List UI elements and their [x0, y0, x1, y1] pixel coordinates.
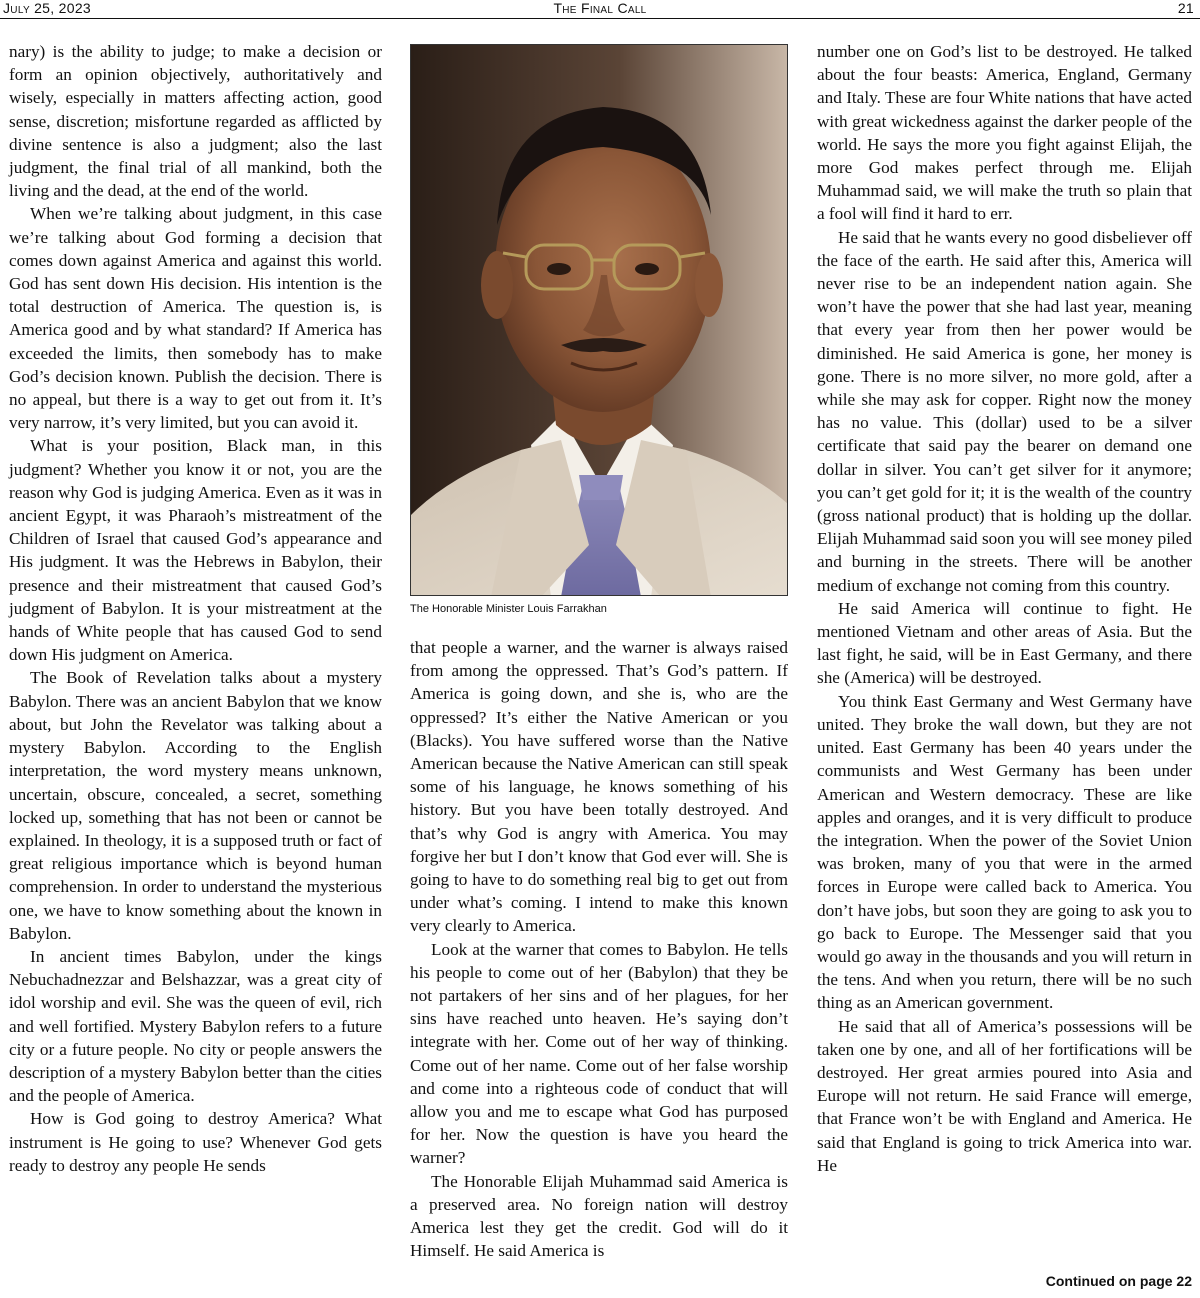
- page-number: 21: [1177, 0, 1194, 16]
- page-header: [0, 0, 1200, 19]
- paragraph: You think East Germany and West Germany have united. They broke the wall down, but they are not united. East Germany has been 40 years under the communists and West Germany has been under American and Western democracy. These are like apples and oranges, and it is very difficult to produce the integration. When the power of the Soviet Union was broken, many of you that were in the armed forces in Europe were called back to America. You don’t have jobs, but soon they are going to ask you to go back to Europe. The Messenger said that you would go away in the thousands and you will return in the tens. And when you return, there will be no such thing as an American government.: [817, 691, 1192, 1013]
- paragraph: He said America will continue to fight. He mentioned Vietnam and other areas of Asia. But the last fight, he said, will be in East Germany, and there she (America) will be destroyed.: [817, 598, 1192, 688]
- paragraph: What is your position, Black man, in this judgment? Whether you know it or not, you are the reason why God is judging America. Even as it was in ancient Egypt, it was Pharaoh’s mistreatment of the Children of Israel that caused God’s appearance and His judgment. It was the Hebrews in Babylon, their presence and their mistreatment that caused God’s judgment of Babylon. It is your mistreatment at the hands of White people that has caused God to send down His judgment on America.: [9, 436, 382, 665]
- paragraph: He said that he wants every no good disbeliever off the face of the earth. He said after this, America will never rise to be an independent nation again. She won’t have the power that she had last year, meaning that every year from then her power would be diminished. He said America is gone, her money is gone. There is no more silver, no more gold, after a while she may ask for copper. Right now the money has no value. This (dollar) used to be a silver certificate that said pay the bearer on demand one dollar in silver. You can’t get silver for it anymore; you can’t get gold for it; it is the wealth of the country (gross national product) that is holding up the dollar. Elijah Muhammad said soon you will see money piled and burning in the streets. There will be another medium of exchange not coming from this country.: [817, 227, 1192, 595]
- publication-title: The Final Call: [553, 0, 647, 16]
- article-column-2: [410, 636, 788, 1262]
- photo-caption: The Honorable Minister Louis Farrakhan: [410, 603, 607, 615]
- paragraph: In ancient times Babylon, under the kings Nebuchadnezzar and Belshazzar, was a great city of idol worship and evil. She was the queen of evil, rich and well fortified. Mystery Babylon refers to a future city or a future people. No city or people answers the description of a mystery Babylon better than the cities and the people of America.: [9, 946, 382, 1106]
- paragraph: nary) is the ability to judge; to make a decision or form an opinion objectively, authoritatively and wisely, especially in matters affecting action, good sense, discretion; misfortune regarded as afflicted by divine sentence is also a judgment; also the last judgment, the final trial of all mankind, both the living and the dead, at the end of the world.: [9, 42, 382, 201]
- paragraph: number one on God’s list to be destroyed. He talked about the four beasts: America, England, Germany and Italy. These are four White nations that have acted with great wickedness against the darker people of the world. He says the more you fight against Elijah, the more God makes perfect through me. Elijah Muhammad said, we will make the truth so plain that a fool will find it hard to err.: [817, 42, 1192, 224]
- article-column-3: [817, 40, 1192, 1177]
- paragraph: Look at the warner that comes to Babylon. He tells his people to come out of her (Babylon) that they be not partakers of her sins and of her plagues, for her sins have reached unto heaven. He’s saying don’t integrate with her. Come out of her way of thinking. Come out of her name. Come out of her false worship and come into a righteous code of conduct that will allow you and me to escape what God has purposed for her. Now the question is have you heard the warner?: [410, 939, 788, 1168]
- paragraph: When we’re talking about judgment, in this case we’re talking about God forming a decision that comes down against America and against this world. God has sent down His decision. His intention is the total destruction of America. The question is, is America good and by what standard? If America has exceeded the limits, then somebody has to make God’s decision known. Publish the decision. There is no appeal, but there is a way to get out from it. It’s very narrow, it’s very limited, but you can avoid it.: [9, 204, 382, 433]
- paragraph: The Book of Revelation talks about a mystery Babylon. There was an ancient Babylon that we know about, but John the Revelator was talking about a mystery Babylon. According to the English interpretation, the word mystery means unknown, uncertain, obscure, concealed, a secret, something locked up, something that has not been or cannot be explained. In theology, it is a supposed truth or fact of great religious importance which is beyond human comprehension. In order to understand the mysterious one, we have to know something about the known in Babylon.: [9, 668, 382, 943]
- paragraph: He said that all of America’s possessions will be taken one by one, and all of her fortifications will be destroyed. Her great armies poured into Asia and Europe will not return. He said France will emerge, that France won’t be with England and America. He said that England is going to trick America into war. He: [817, 1016, 1192, 1175]
- issue-date: July 25, 2023: [3, 0, 91, 16]
- paragraph: How is God going to destroy America? What instrument is He going to use? Whenever God gets ready to destroy any people He sends: [9, 1109, 382, 1175]
- article-column-1: [9, 40, 382, 1177]
- portrait-photo: [410, 44, 788, 596]
- continued-link[interactable]: Continued on page 22: [1045, 1273, 1192, 1289]
- paragraph: The Honorable Elijah Muhammad said America is a preserved area. No foreign nation will destroy America lest they get the credit. God will do it Himself. He said America is: [410, 1171, 788, 1261]
- paragraph: that people a warner, and the warner is always raised from among the oppressed. That’s God’s pattern. If America is going down, and she is, who are the oppressed? It’s either the Native American or you (Blacks). You have suffered worse than the Native American because the Native American can still speak some of his language, he knows something of his history. But you have been totally destroyed. And that’s why God is angry with America. You may forgive her but I don’t know that God ever will. She is going to have to do something real big to get out from under what’s coming. I intend to make this known very clearly to America.: [410, 638, 788, 936]
